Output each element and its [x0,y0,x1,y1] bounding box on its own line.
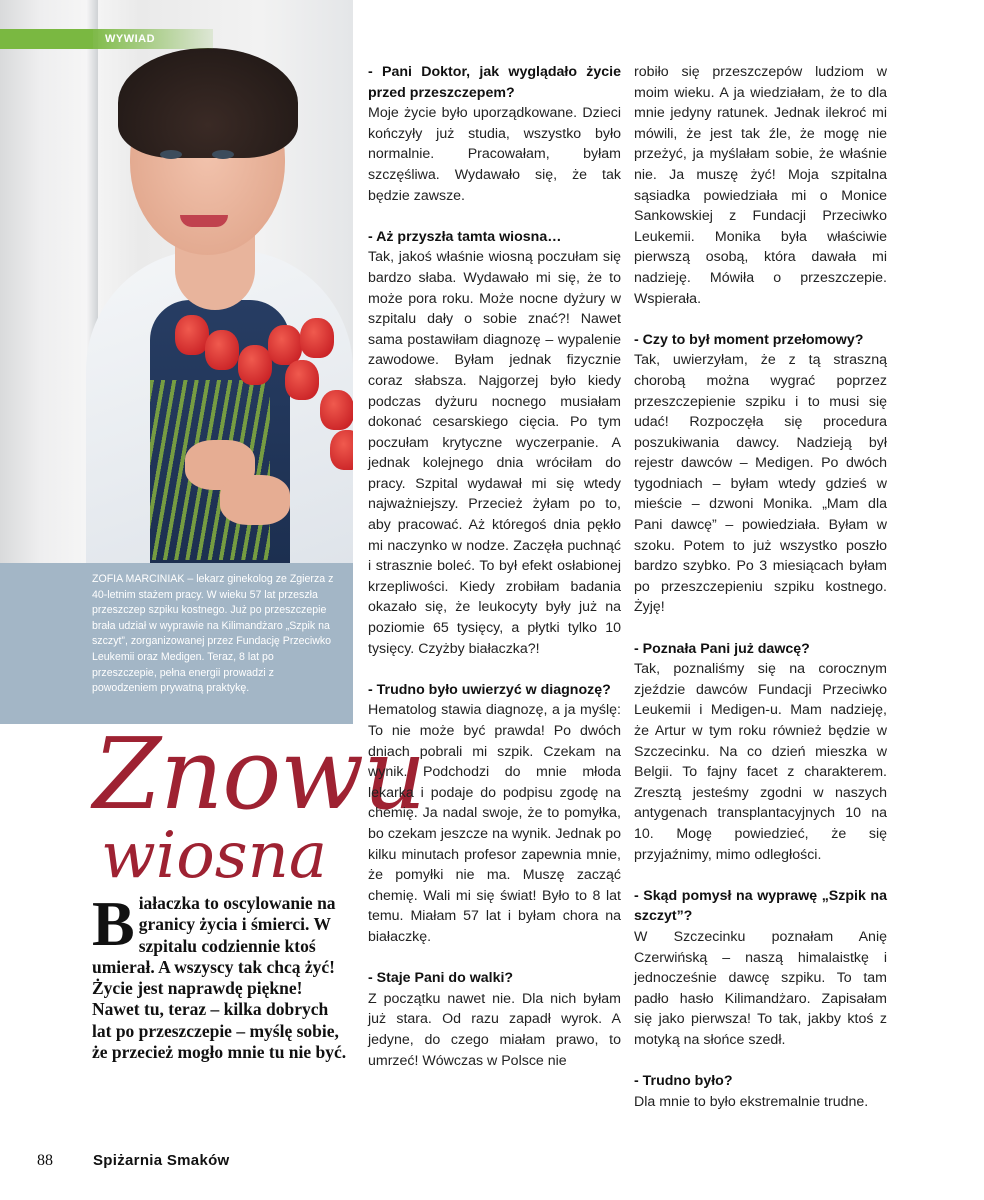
question: - Czy to był moment przełomowy? [634,331,864,348]
section-tab-bar [0,29,93,49]
page-number: 88 [37,1152,53,1169]
title-line-2: wiosna [101,819,327,893]
tulip-icon [238,345,272,385]
answer: Tak, uwierzyłam, że z tą straszną chorobą można wygrać poprzez przeszczepienie szpiku i to musi się udać! Rozpoczęła się procedura poszukiwania dawcy. Nadzieją był rejestr dawców – Medigen. Po dwóch tygodniach – byłam wtedy gdzieś w mieście – dzwoni Monika. „Mam dla Pani dawcę” – powiedziała. Byłam w szoku. Potem to już wszystko poszło bardzo szybko. Po 3 miesiącach byłam po przeszczepieniu szpiku kostnego. Żyję! [634,352,887,616]
eye [160,150,182,159]
drop-cap: B [92,888,135,959]
answer-continued: robiło się przeszczepów ludziom w moim wieku. A ja wiedziałam, że to dla mnie jedyny ratunek. Jednak ilekroć mi mówili, że jest tak źle, że mogę nie przeżyć, ja myślałam sobie, że właśnie nie. Ja muszę żyć! Moja szpitalna sąsiadka powiedziała mi o Monice Sankowskiej z Fundacji Przeciwko Leukemii. Monika była właściwie pierwszą osobą, która dawała mi nadzieję. Mówiła o przeszczepie. Wspierała. [634,64,887,307]
tulip-icon [320,390,353,430]
answer: W Szczecinku poznałam Anię Czerwińską – naszą himalaistkę i jednocześnie dawcę szpiku. To tam padło hasło Kilimandżaro. Zapisałam się jako pierwsza! To tak, jakby ktoś z motyką na słońce szedł. [634,928,887,1048]
magazine-name: Spiżarnia Smaków [93,1152,230,1169]
tulip-icon [205,330,239,370]
answer: Tak, jakoś właśnie wiosną poczułam się bardzo słaba. Wydawało mi się, że to może pora roku. Może nocne dyżury w szpitalu dały o sobie znać?! Nawet sama postawiłam diagnozę – wypalenie zawodowe. Byłam jednak fizycznie coraz słabsza. Najgorzej było kiedy podczas dyżuru nocnego musiałam dokonać cesarskiego cięcia. Po tym poczułam krytyczne wyczerpanie. A jednak kolejnego dnia wróciłam do pracy. Szpital wydawał mi się wtedy najważniejszy. Przecież żyłam po to, aby pracować. Aż któregoś dnia pękło mi naczynko w nodze. Zaczęła puchnąć i strasznie boleć. To był efekt osłabionej krzepliwości. Kiedy zrobiłam badania okazało się, że leukocyty były już na poziomie 65 tysięcy, a płytki tylko 10 tysięcy. Czyżby białaczka?! [368,249,621,657]
question: - Trudno było? [634,1073,733,1090]
tulip-icon [175,315,209,355]
question: - Pani Doktor, jak wyglądało życie przed przeszczepem? [368,64,621,101]
hair [118,48,298,158]
answer: Moje życie było uporządkowane. Dzieci kończyły już studia, wszystko było normalnie. Pracowałam, byłam szczęśliwa. Wydawało się, że tak będzie zawsze. [368,105,621,204]
section-label: WYWIAD [93,29,213,49]
question: - Skąd pomysł na wyprawę „Szpik na szczyt”? [634,887,887,925]
caption-text: ZOFIA MARCINIAK – lekarz ginekolog ze Zgierza z 40-letnim stażem pracy. W wieku 57 lat przeszła przeszczep szpiku kostnego. Już po przeszczepie brała udział w wyprawie na Kilimandżaro „Szpik na szczyt”, zorganizowanej przez Fundację Przeciwko Leukemii oraz Medigen. Teraz, 8 lat po przeszczepie, pełna energii prowadzi z powodzeniem prywatną praktykę. [92,573,334,695]
title-line-1: Znowu [93,718,426,832]
hand [220,475,290,525]
question: - Aż przyszła tamta wiosna… [368,228,562,245]
tulip-icon [330,430,353,470]
column-1 [368,62,621,1071]
answer: Dla mnie to było ekstremalnie trudne. [634,1093,869,1110]
eye [212,150,234,159]
intro-paragraph [92,888,352,1063]
answer: Tak, poznaliśmy się na corocznym zjeździe dawców Fundacji Przeciwko Leukemii i Medigen-u. Mam nadzieję, że Artur w tym roku również będzie w Szczecinku. Na co dzień mieszka w Belgii. To fajny facet z charakterem. Zresztą jesteśmy zgodni w naszych antygenach transplantacyjnych 10 na 10. Mogę powiedzieć, że się przyjaźnimy, mimo odległości. [634,661,887,863]
portrait-photo [0,0,353,563]
question: - Trudno było uwierzyć w diagnozę? [368,681,611,698]
tulip-icon [268,325,302,365]
answer: Hematolog stawia diagnozę, a ja myślę: To nie może być prawda! Po dwóch dniach pobrali mi szpik. Czekam na wynik. Podchodzi do mnie młoda lekarka i podaje do podpisu zgodę na chemię. Ja nadal swoje, że to pomyłka, bo czekam jeszcze na wynik. Jednak po kilku minutach profesor zapewnia mnie, że pomyłki nie ma. Muszę zacząć chemię. Wali mi się świat! Było to 8 lat temu. Miałam 57 lat i byłam chora na białaczkę. [368,702,621,945]
intro-text: iałaczka to oscylowanie na granicy życia i śmierci. W szpitalu codziennie ktoś umierał. A wszyscy tak chcą żyć! Życie jest naprawdę piękne! Nawet tu, teraz – kilka dobrych lat po przeszczepie – myślę sobie, że przecież mogło mnie tu nie być. [92,893,347,1063]
tulip-icon [300,318,334,358]
column-2 [634,62,887,1112]
photo-caption [0,563,353,724]
question: - Staje Pani do walki? [368,970,514,987]
answer: Z początku nawet nie. Dla nich byłam już stara. Od razu zapadł wyrok. A jedyne, do czego miałam prawo, to umrzeć! Wówczas w Polsce nie [368,990,621,1069]
question: - Poznała Pani już dawcę? [634,640,810,657]
tulip-icon [285,360,319,400]
smile [180,215,228,227]
